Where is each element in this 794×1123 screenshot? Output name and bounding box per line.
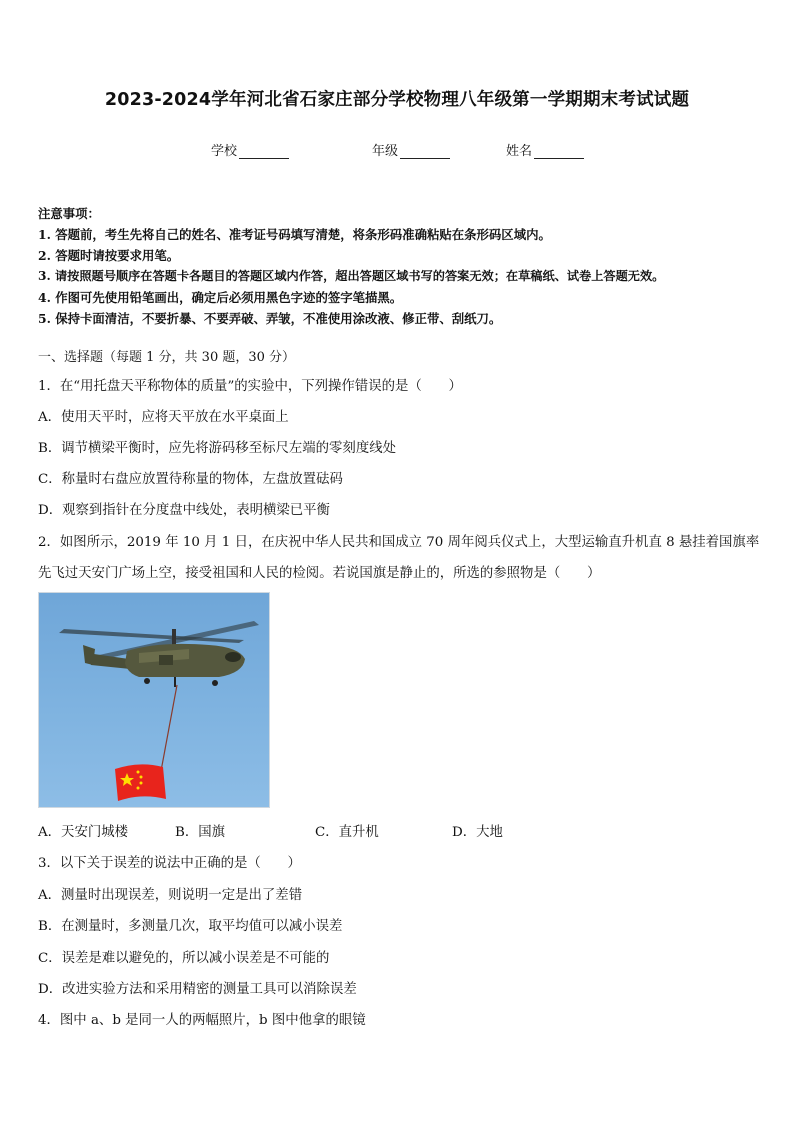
instructions <box>38 203 664 329</box>
q3-option-a: A．测量时出现误差，则说明一定是出了差错 <box>38 888 303 903</box>
q2-stem-line1: 2．如图所示，2019 年 10 月 1 日，在庆祝中华人民共和国成立 70 周年阅兵仪式上，大型运输直升机直 8 悬挂着国旗率 <box>38 535 760 550</box>
grade-label: 年级 <box>372 144 399 159</box>
helicopter-flag-photo <box>38 592 270 808</box>
q2-option-a: A．天安门城楼 <box>38 825 129 840</box>
instruction-item: 1. 答题前，考生先将自己的姓名、准考证号码填写清楚，将条形码准确粘贴在条形码区域内。 <box>38 227 551 242</box>
instruction-item: 4. 作图可先使用铅笔画出，确定后必须用黑色字迹的签字笔描黑。 <box>38 290 403 305</box>
q3-option-b: B．在测量时，多测量几次，取平均值可以减小误差 <box>38 919 343 934</box>
q1-option-b: B．调节横梁平衡时，应先将游码移至标尺左端的零刻度线处 <box>38 441 396 456</box>
instruction-item: 3. 请按照题号顺序在答题卡各题目的答题区域内作答，超出答题区域书写的答案无效；在草稿纸、试卷上答题无效。 <box>38 269 665 283</box>
q3-stem: 3．以下关于误差的说法中正确的是（ ） <box>38 856 301 871</box>
q2-option-b: B．国旗 <box>175 825 226 840</box>
q3-option-c: C．误差是难以避免的，所以减小误差是不可能的 <box>38 951 330 966</box>
q4-stem: 4．图中 a、b 是同一人的两幅照片，b 图中他拿的眼镜 <box>38 1013 366 1028</box>
school-label: 学校 <box>211 144 238 159</box>
grade-blank[interactable] <box>400 144 450 159</box>
q1-option-a: A．使用天平时，应将天平放在水平桌面上 <box>38 410 289 425</box>
q1-option-d: D．观察到指针在分度盘中线处，表明横梁已平衡 <box>38 503 330 518</box>
school-blank[interactable] <box>239 144 289 159</box>
q2-option-d: D．大地 <box>452 825 503 840</box>
school-field[interactable] <box>211 140 289 159</box>
helicopter-illustration <box>39 593 270 808</box>
grade-field[interactable] <box>372 140 450 159</box>
q2-option-c: C．直升机 <box>315 825 379 840</box>
instruction-item: 2. 答题时请按要求用笔。 <box>38 248 180 263</box>
q1-stem: 1．在“用托盘天平称物体的质量”的实验中，下列操作错误的是（ ） <box>38 379 462 394</box>
instruction-item: 5. 保持卡面清洁，不要折暴、不要弄破、弄皱，不准使用涂改液、修正带、刮纸刀。 <box>38 311 502 326</box>
name-label: 姓名 <box>506 144 533 159</box>
instructions-heading: 注意事项： <box>38 206 100 221</box>
exam-title: 2023-2024学年河北省石家庄部分学校物理八年级第一学期期末考试试题 <box>104 90 690 110</box>
q2-stem-line2: 先飞过天安门广场上空，接受祖国和人民的检阅。若说国旗是静止的，所选的参照物是（ ） <box>38 566 601 581</box>
name-blank[interactable] <box>534 144 584 159</box>
name-field[interactable] <box>506 140 584 159</box>
q3-option-d: D．改进实验方法和采用精密的测量工具可以消除误差 <box>38 982 357 997</box>
q1-option-c: C．称量时右盘应放置待称量的物体，左盘放置砝码 <box>38 472 343 487</box>
section-heading: 一、选择题（每题 1 分，共 30 题，30 分） <box>38 350 296 365</box>
